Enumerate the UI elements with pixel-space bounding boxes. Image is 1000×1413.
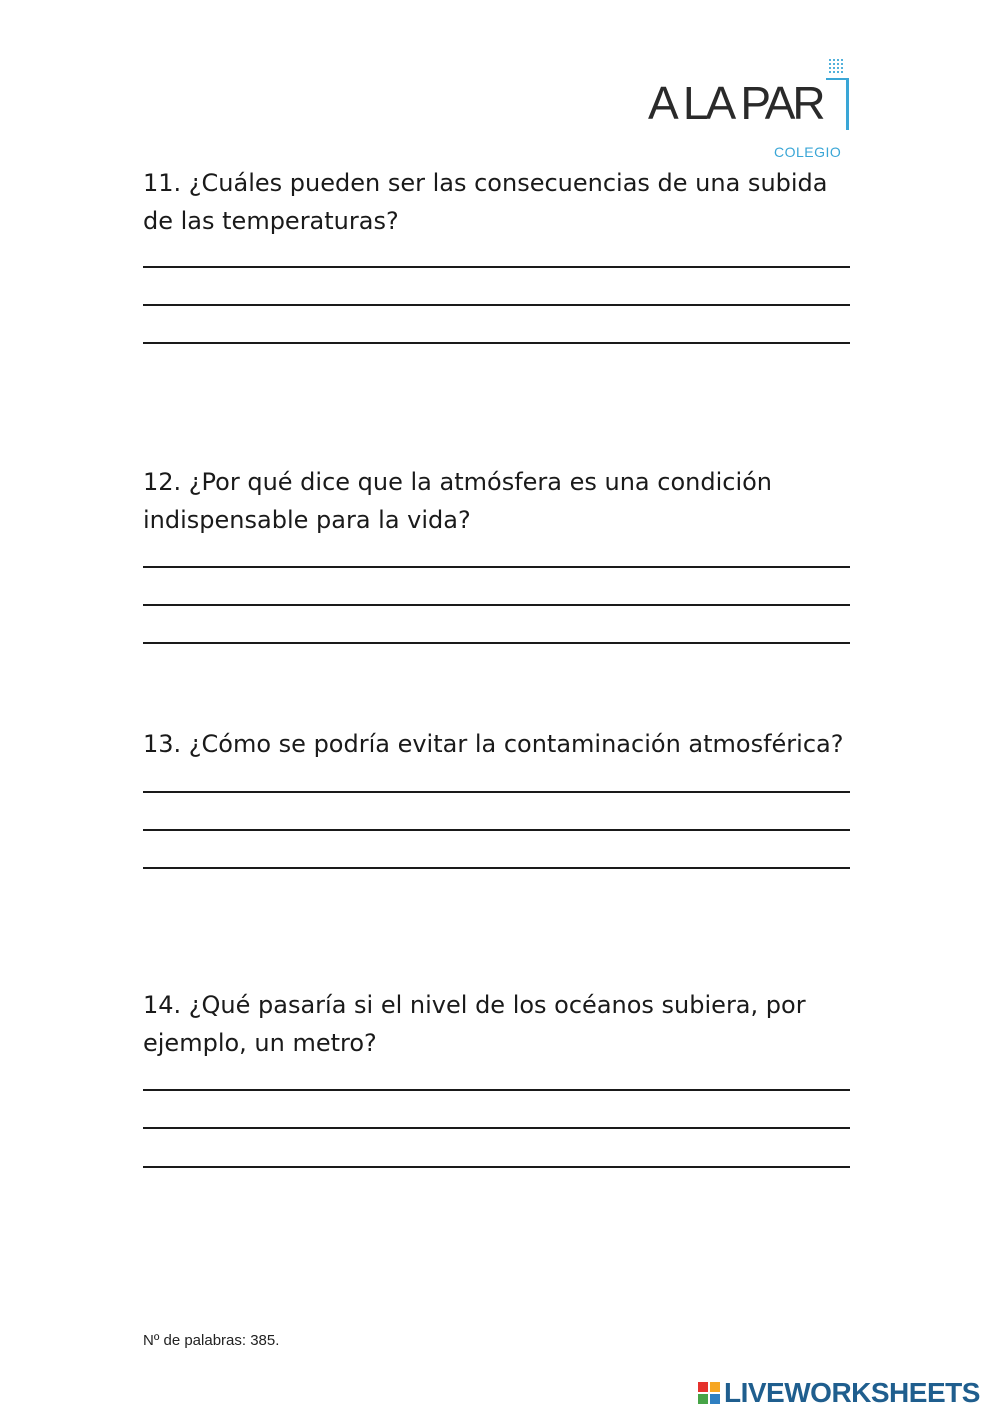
answer-line[interactable] bbox=[143, 342, 850, 344]
question-13: 13. ¿Cómo se podría evitar la contaminación atmosférica? bbox=[143, 730, 844, 758]
answer-line[interactable] bbox=[143, 1166, 850, 1168]
answer-line[interactable] bbox=[143, 566, 850, 568]
liveworksheets-logo-icon bbox=[698, 1382, 720, 1404]
liveworksheets-text: LIVEWORKSHEETS bbox=[724, 1377, 980, 1408]
logo-tick bbox=[826, 78, 846, 80]
liveworksheets-watermark bbox=[698, 1378, 980, 1408]
answer-line[interactable] bbox=[143, 1089, 850, 1091]
question-14: 14. ¿Qué pasaría si el nivel de los océanos subiera, por ejemplo, un metro? bbox=[143, 991, 806, 1057]
answer-line[interactable] bbox=[143, 642, 850, 644]
answer-line[interactable] bbox=[143, 1127, 850, 1129]
school-logo bbox=[648, 58, 858, 162]
logo-title: A LA PAR bbox=[648, 77, 823, 129]
answer-line[interactable] bbox=[143, 604, 850, 606]
logo-dots-icon bbox=[828, 58, 844, 74]
logo-subtitle: COLEGIO bbox=[774, 144, 842, 160]
answer-line[interactable] bbox=[143, 791, 850, 793]
answer-line[interactable] bbox=[143, 867, 850, 869]
answer-line[interactable] bbox=[143, 266, 850, 268]
answer-line[interactable] bbox=[143, 304, 850, 306]
word-count: Nº de palabras: 385. bbox=[143, 1332, 280, 1349]
logo-bar bbox=[846, 78, 849, 130]
question-11: 11. ¿Cuáles pueden ser las consecuencias de una subida de las temperaturas? bbox=[143, 169, 828, 235]
answer-line[interactable] bbox=[143, 829, 850, 831]
question-12: 12. ¿Por qué dice que la atmósfera es una condición indispensable para la vida? bbox=[143, 468, 773, 534]
